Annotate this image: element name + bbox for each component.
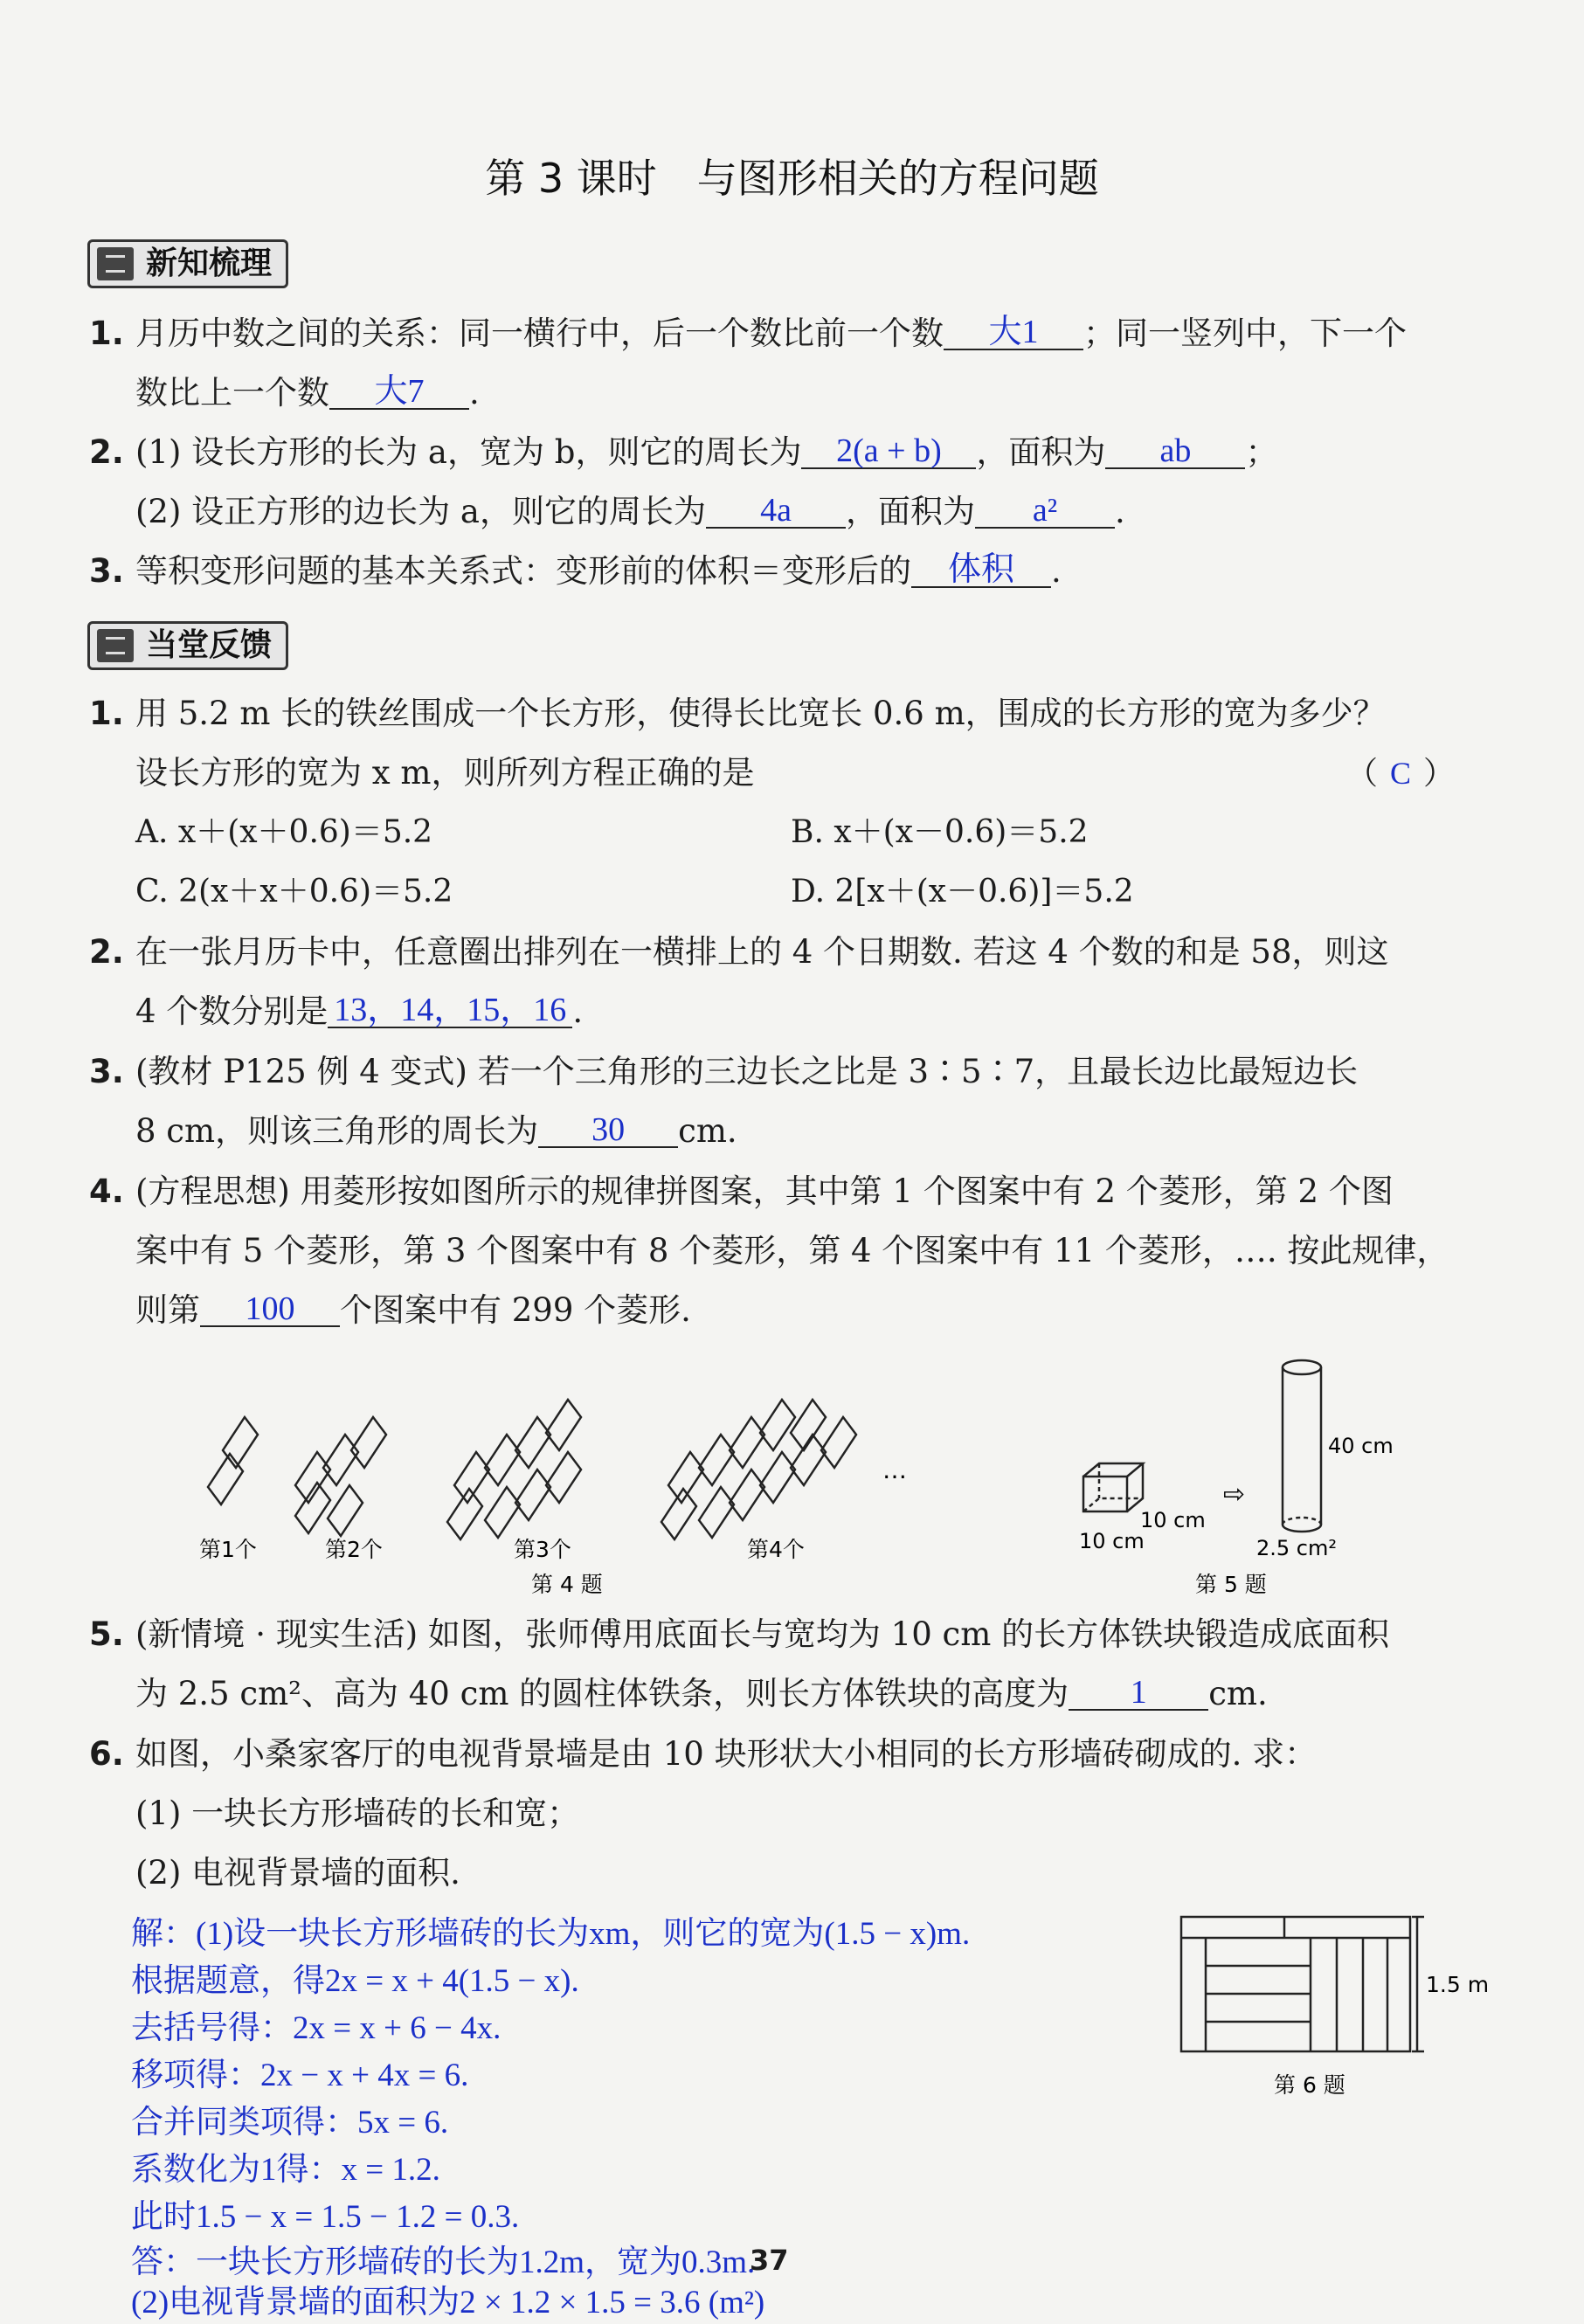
s2-q1-line2: 设长方形的宽为 x m，则所列方程正确的是 — [135, 754, 755, 792]
s1-q1-line1: 1. 月历中数之间的关系：同一横行中，后一个数比前一个数 大1 ；同一竖列中，下一个 — [89, 314, 1407, 352]
choice-answer: （ C ） — [1345, 756, 1455, 792]
fig6-caption: 第 6 题 — [1274, 2072, 1345, 2098]
solution-line-5: 合并同类项得：5x = 6. — [131, 2105, 449, 2141]
fig5-width: 10 cm — [1140, 1508, 1206, 1532]
fig4-label-3: 第3个 — [514, 1537, 571, 1562]
s2-q6-line1: 6. 如图，小桑家客厅的电视背景墙是由 10 块形状大小相同的长方形墙砖砌成的. 求： — [89, 1735, 1318, 1773]
solution-line-1: 解：(1)设一块长方形墙砖的长为xm，则它的宽为(1.5 − x)m. — [131, 1916, 971, 1952]
answer-blank: 1 — [1069, 1676, 1208, 1711]
s2-q3-line1: 3. (教材 P125 例 4 变式) 若一个三角形的三边长之比是 3∶5∶7，且最长边比最短边长 — [89, 1053, 1359, 1090]
solution-line-6: 系数化为1得：x = 1.2. — [131, 2152, 440, 2188]
answer-blank: 13，14，15，16 — [328, 993, 572, 1028]
choice-a: A. x＋(x＋0.6)＝5.2 — [135, 814, 433, 850]
s2-q1-line1: 1. 用 5.2 m 长的铁丝围成一个长方形，使得长比宽长 0.6 m，围成的长方形的宽为多少？ — [89, 695, 1386, 732]
choice-c: C. 2(x＋x＋0.6)＝5.2 — [135, 874, 453, 910]
fig6-dim: 1.5 m — [1426, 1972, 1490, 1997]
fig4-label-2: 第2个 — [325, 1537, 383, 1562]
section-label: 当堂反馈 — [146, 627, 273, 663]
fig5-area: 2.5 cm² — [1256, 1536, 1337, 1560]
s2-q2-line1: 2. 在一张月历卡中，任意圈出排列在一横排上的 4 个日期数. 若这 4 个数的和是 58，则这 — [89, 933, 1389, 971]
fig5-length: 10 cm — [1079, 1529, 1145, 1553]
page-number: 37 — [750, 2244, 789, 2277]
answer-blank: 100 — [200, 1292, 340, 1327]
fig5-caption: 第 5 题 — [1195, 1572, 1267, 1597]
answer-blank: 体积 — [911, 553, 1051, 588]
answer-blank: a² — [975, 494, 1115, 529]
answer-blank: ab — [1105, 434, 1245, 469]
s2-q2-line2: 4 个数分别是 13，14，15，16 . — [135, 992, 584, 1030]
s1-q2-line2: (2) 设正方形的边长为 a，则它的周长为 4a ，面积为 a² . — [135, 492, 1125, 530]
solution-line-7: 此时1.5 − x = 1.5 − 1.2 = 0.3. — [131, 2199, 520, 2235]
solution-line-9: (2)电视背景墙的面积为2 × 1.2 × 1.5 = 3.6 (m²) — [131, 2285, 765, 2321]
figure-4-rhombus-patterns — [183, 1380, 970, 1608]
answer-blank: 大7 — [329, 375, 469, 410]
s2-q6-sub1: (1) 一块长方形墙砖的长和宽； — [135, 1795, 580, 1832]
ellipsis: … — [882, 1456, 907, 1484]
solution-line-8: 答：一块长方形墙砖的长为1.2m，宽为0.3m. — [131, 2244, 756, 2280]
s2-q5-line1: 5. (新情境 · 现实生活) 如图，张师傅用底面长与宽均为 10 cm 的长方体铁块锻造成底面积 — [89, 1615, 1390, 1653]
arrow-icon: ⇨ — [1223, 1479, 1246, 1510]
s1-q2-line1: 2. (1) 设长方形的长为 a，宽为 b，则它的周长为 2(a + b) ，面积为 ab ； — [89, 432, 1278, 471]
fig4-caption: 第 4 题 — [531, 1572, 603, 1597]
solution-line-3: 去括号得：2x = x + 6 − 4x. — [131, 2010, 501, 2046]
s2-q4-line2: 案中有 5 个菱形，第 3 个图案中有 8 个菱形，第 4 个图案中有 11 个菱形，…. 按此规律， — [135, 1232, 1449, 1269]
figure-6-wall — [1171, 1905, 1520, 2106]
pencil-icon — [97, 629, 134, 662]
fig4-label-1: 第1个 — [199, 1537, 257, 1562]
answer-blank: 30 — [538, 1113, 678, 1148]
page-title: 第 3 课时 与图形相关的方程问题 — [485, 155, 1099, 202]
choice-b: B. x＋(x－0.6)＝5.2 — [791, 814, 1089, 850]
answer-blank: 2(a + b) — [801, 434, 976, 469]
section-label: 新知梳理 — [146, 246, 273, 281]
fig5-height: 40 cm — [1328, 1434, 1394, 1458]
solution-line-2: 根据题意，得2x = x + 4(1.5 − x). — [131, 1963, 579, 1999]
s1-q1-line2: 数比上一个数 大7 . — [135, 373, 480, 412]
s2-q5-line2: 为 2.5 cm²、高为 40 cm 的圆柱体铁条，则长方体铁块的高度为 1 cm. — [135, 1674, 1268, 1712]
figure-5-block-cylinder — [1066, 1345, 1415, 1608]
s2-q4-line3: 则第 100 个图案中有 299 个菱形. — [135, 1290, 691, 1329]
section-header-feedback — [87, 621, 288, 670]
book-icon — [97, 247, 134, 280]
s2-q6-sub2: (2) 电视背景墙的面积. — [135, 1854, 460, 1892]
choice-d: D. 2[x＋(x－0.6)]＝5.2 — [791, 874, 1134, 910]
s2-q4-line1: 4. (方程思想) 用菱形按如图所示的规律拼图案，其中第 1 个图案中有 2 个菱形，第 2 个图 — [89, 1172, 1394, 1210]
s1-q3-line1: 3. 等积变形问题的基本关系式：变形前的体积＝变形后的 体积 . — [89, 551, 1062, 590]
s2-q3-line2: 8 cm，则该三角形的周长为 30 cm. — [135, 1111, 737, 1150]
solution-line-4: 移项得：2x − x + 4x = 6. — [131, 2058, 469, 2093]
answer-blank: 4a — [706, 494, 846, 529]
answer-blank: 大1 — [944, 315, 1083, 350]
fig4-label-4: 第4个 — [747, 1537, 805, 1562]
section-header-new-knowledge — [87, 239, 288, 288]
